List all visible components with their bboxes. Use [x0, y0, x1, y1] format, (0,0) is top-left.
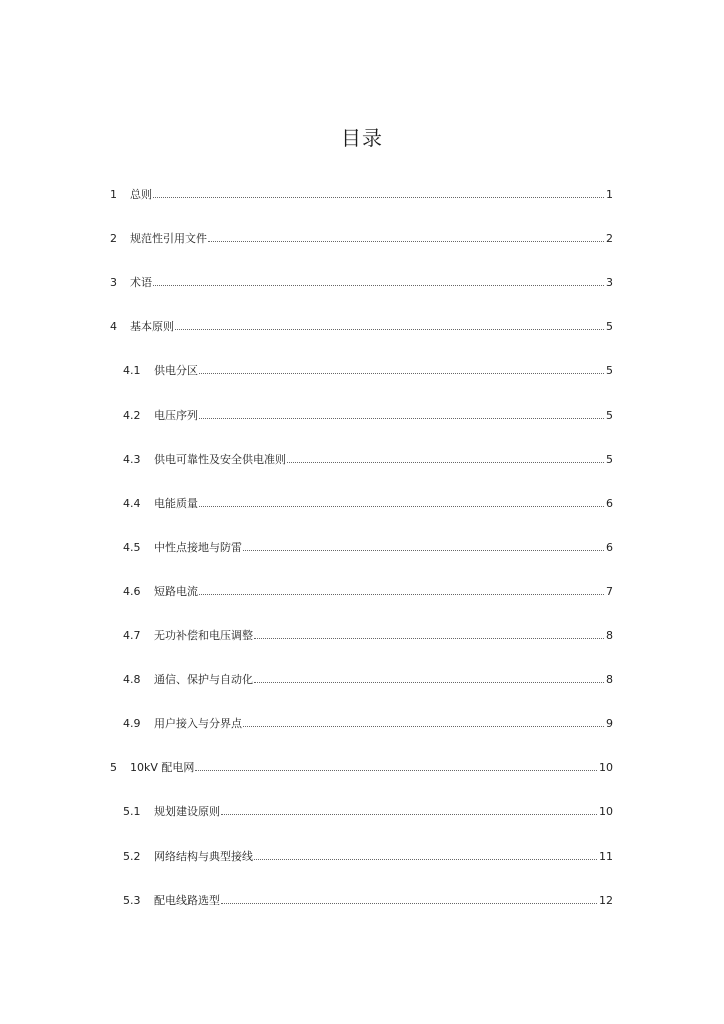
toc-leader-dots — [243, 550, 604, 551]
toc-leader-dots — [199, 506, 604, 507]
toc-entry-number: 2 — [110, 232, 117, 246]
toc-entry-label: 中性点接地与防雷 — [154, 540, 242, 554]
toc-entry-label: 电压序列 — [154, 408, 198, 422]
toc-entry-label: 通信、保护与自动化 — [154, 673, 253, 687]
toc-entry-label: 10kV 配电网 — [130, 761, 195, 775]
toc-entry-page-number: 5 — [606, 408, 613, 422]
toc-entry-number: 5.3 — [123, 893, 141, 907]
toc-entry-page-number: 7 — [606, 584, 613, 598]
toc-entry-number: 4.1 — [123, 364, 141, 378]
toc-entry-page-number: 3 — [606, 276, 613, 290]
toc-entry[interactable] — [0, 759, 724, 777]
toc-leader-dots — [199, 418, 604, 419]
toc-entry[interactable] — [0, 274, 724, 292]
toc-entry[interactable] — [0, 892, 724, 910]
toc-leader-dots — [221, 903, 597, 904]
toc-entry[interactable] — [0, 715, 724, 733]
toc-entry-label: 术语 — [130, 276, 152, 290]
toc-entry[interactable] — [0, 407, 724, 425]
toc-entry-label: 规划建设原则 — [154, 805, 220, 819]
toc-leader-dots — [199, 594, 604, 595]
toc-entry-page-number: 5 — [606, 452, 613, 466]
toc-leader-dots — [153, 285, 604, 286]
toc-entry-number: 4.3 — [123, 452, 141, 466]
toc-leader-dots — [254, 638, 604, 639]
toc-entry[interactable] — [0, 583, 724, 601]
toc-entry[interactable] — [0, 318, 724, 336]
toc-entry-number: 4.8 — [123, 673, 141, 687]
toc-entry-page-number: 12 — [599, 893, 613, 907]
toc-entry-page-number: 8 — [606, 629, 613, 642]
toc-entry-number: 4.9 — [123, 717, 141, 731]
toc-leader-dots — [243, 726, 604, 727]
toc-leader-dots — [208, 241, 604, 242]
toc-leader-dots — [195, 770, 597, 771]
toc-entry-page-number: 10 — [599, 761, 613, 775]
toc-entry-number: 3 — [110, 276, 117, 290]
page-title: 目录 — [341, 126, 383, 150]
toc-entry-page-number: 2 — [606, 232, 613, 246]
toc-entry[interactable] — [0, 671, 724, 689]
toc-entry-label: 供电可靠性及安全供电准则 — [154, 452, 286, 466]
toc-entry-page-number: 5 — [606, 320, 613, 334]
toc-leader-dots — [254, 682, 604, 683]
toc-entry-label: 无功补偿和电压调整 — [154, 629, 253, 642]
toc-entry-number: 4.5 — [123, 540, 141, 554]
toc-entry-label: 电能质量 — [154, 496, 198, 510]
toc-entry-number: 4.4 — [123, 496, 141, 510]
toc-entry[interactable] — [0, 848, 724, 866]
toc-entry[interactable] — [0, 495, 724, 513]
toc-leader-dots — [199, 373, 604, 374]
toc-entry-page-number: 6 — [606, 496, 613, 510]
toc-entry[interactable] — [0, 451, 724, 469]
toc-leader-dots — [254, 859, 597, 860]
toc-entry-page-number: 8 — [606, 673, 613, 687]
toc-entry[interactable] — [0, 186, 724, 204]
toc-entry-number: 4.2 — [123, 408, 141, 422]
toc-entry-page-number: 10 — [599, 805, 613, 819]
toc-entry-number: 1 — [110, 188, 117, 201]
toc-entry[interactable] — [0, 362, 724, 380]
toc-leader-dots — [221, 814, 597, 815]
toc-leader-dots — [153, 197, 604, 198]
toc-entry-label: 用户接入与分界点 — [154, 717, 242, 731]
toc-entry-label: 总则 — [130, 188, 152, 201]
toc-entry[interactable] — [0, 539, 724, 557]
toc-entry-label: 规范性引用文件 — [130, 232, 207, 246]
toc-entry-number: 5 — [110, 761, 117, 775]
toc-entry-label: 基本原则 — [130, 320, 174, 334]
toc-entry-page-number: 11 — [599, 849, 613, 863]
toc-entry[interactable] — [0, 230, 724, 248]
toc-entry-page-number: 1 — [606, 188, 613, 201]
toc-entry-label: 供电分区 — [154, 364, 198, 378]
toc-entry-page-number: 5 — [606, 364, 613, 378]
toc-entry-page-number: 9 — [606, 717, 613, 731]
toc-leader-dots — [287, 462, 604, 463]
toc-leader-dots — [175, 329, 604, 330]
toc-entry[interactable] — [0, 803, 724, 821]
toc-entry-number: 4.7 — [123, 629, 141, 642]
toc-entry-label: 短路电流 — [154, 584, 198, 598]
toc-entry-label: 配电线路选型 — [154, 893, 220, 907]
toc-entry-number: 4 — [110, 320, 117, 334]
toc-entry-number: 4.6 — [123, 584, 141, 598]
toc-entry[interactable] — [0, 627, 724, 645]
toc-entry-number: 5.2 — [123, 849, 141, 863]
toc-entry-label: 网络结构与典型接线 — [154, 849, 253, 863]
toc-entry-number: 5.1 — [123, 805, 141, 819]
toc-entry-page-number: 6 — [606, 540, 613, 554]
